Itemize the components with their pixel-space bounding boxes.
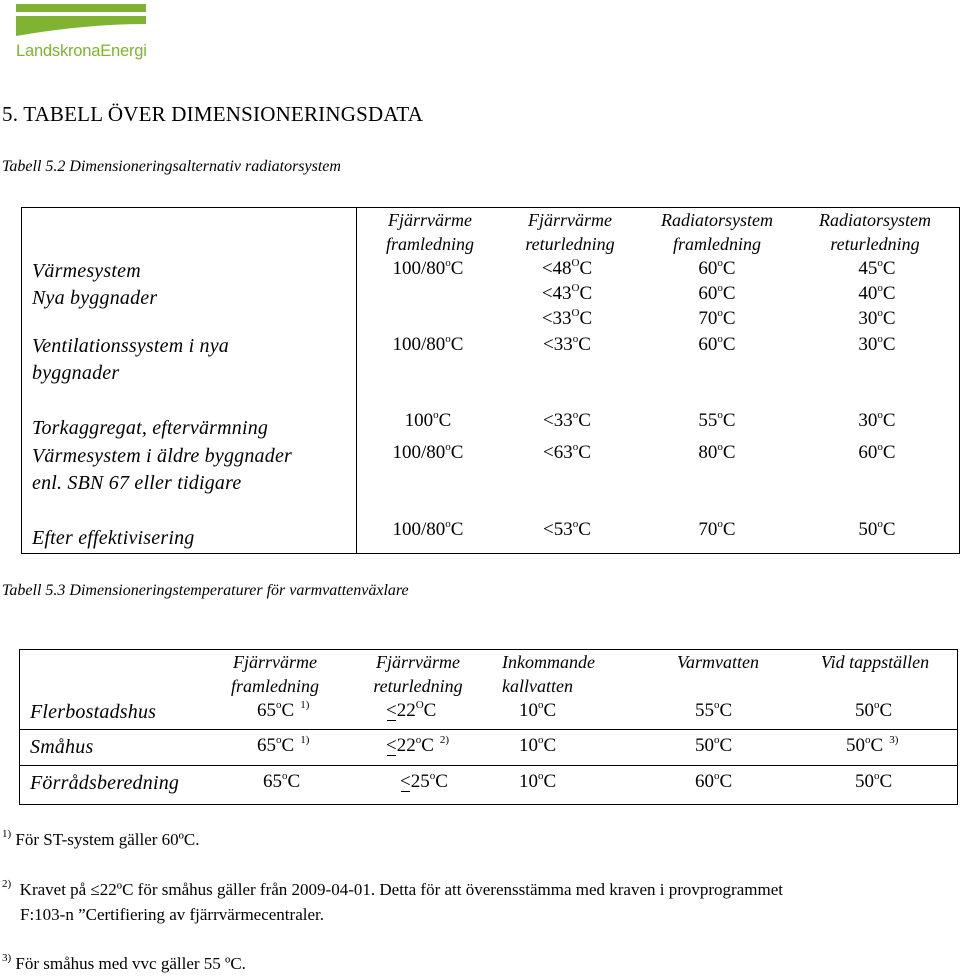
table2-header-4: Varmvatten bbox=[677, 652, 759, 672]
table2-cell: 65$^o$C $^{1)}$ bbox=[257, 733, 310, 756]
table1-cell: 70$^o$C bbox=[698, 517, 736, 540]
table1-cell: 60$^o$C bbox=[698, 281, 736, 304]
table1-cell: 80$^o$C bbox=[698, 440, 736, 463]
footnote-1: $^{1)}$ För ST-system gäller 60ºC. bbox=[2, 828, 200, 849]
table2-header-3: Inkommande kallvatten bbox=[502, 652, 595, 696]
table2-row-label: Flerbostadshus bbox=[30, 701, 157, 723]
table1-header-3: Radiatorsystem framledning bbox=[661, 210, 773, 254]
table1-cell: 50$^o$C bbox=[858, 517, 896, 540]
table2-header-5: Vid tappställen bbox=[820, 652, 930, 672]
table1-cell: $<33^oC$ bbox=[543, 408, 591, 431]
table2-cell: 60$^o$C bbox=[695, 769, 733, 792]
table2-row-divider bbox=[19, 765, 958, 766]
page-title: 5. TABELL ÖVER DIMENSIONERINGSDATA bbox=[2, 102, 424, 126]
table1-cell: 100$^o$C bbox=[404, 408, 452, 431]
table1-row-label: Värmesystem Nya byggnader bbox=[32, 260, 158, 309]
logo-bars-icon bbox=[16, 4, 148, 40]
table1-cell: 60$^o$C bbox=[858, 440, 896, 463]
table1-divider bbox=[356, 207, 357, 553]
table2-cell: $<22^OC$ bbox=[386, 698, 437, 721]
table2-row-divider bbox=[19, 729, 958, 730]
table1-row-label: Värmesystem i äldre byggnader enl. SBN 67 eller tidigare bbox=[32, 445, 293, 494]
table1-header-4: Radiatorsystem returledning bbox=[819, 210, 931, 254]
table2-cell: $<25^oC$ bbox=[400, 769, 448, 792]
table1-cell: 100/80$^o$C bbox=[392, 440, 464, 463]
table1-cell: 100/80$^o$C bbox=[392, 332, 464, 355]
table1-cell: 40$^o$C bbox=[858, 281, 896, 304]
table2-cell: $<22^oC$ $^{2)}$ bbox=[386, 733, 450, 756]
table1-header-2: Fjärrvärme returledning bbox=[525, 210, 615, 254]
table1-caption: Tabell 5.2 Dimensioneringsalternativ radiatorsystem bbox=[2, 158, 341, 175]
company-logo bbox=[16, 4, 156, 66]
table2-cell: 50$^o$C $^{3)}$ bbox=[846, 733, 899, 756]
table1-cell: 45$^o$C bbox=[858, 256, 896, 279]
table1-cell: 100/80$^o$C bbox=[392, 517, 464, 540]
table1-cell: 70$^o$C bbox=[698, 306, 736, 329]
table2-cell: 50$^o$C bbox=[855, 769, 893, 792]
table1-row-label: Ventilationssystem i nya byggnader bbox=[32, 335, 229, 384]
table1-cell: 30$^o$C bbox=[858, 408, 896, 431]
footnote-2-continued: F:103-n ”Certifiering av fjärrvärmecentraler. bbox=[20, 905, 324, 924]
table1-cell: 60$^o$C bbox=[698, 256, 736, 279]
table2-caption: Tabell 5.3 Dimensioneringstemperaturer för varmvattenväxlare bbox=[2, 582, 409, 599]
table2-header-1: Fjärrvärme framledning bbox=[231, 652, 319, 696]
less-equal-icon: < bbox=[386, 700, 397, 721]
table1-cell: 30$^o$C bbox=[858, 332, 896, 355]
table1-cell: 55$^o$C bbox=[698, 408, 736, 431]
table2-row-label: Förrådsberedning bbox=[30, 772, 180, 794]
table1-cell: 30$^o$C bbox=[858, 306, 896, 329]
less-equal-icon: < bbox=[400, 771, 411, 792]
table2-cell: 55$^o$C bbox=[695, 698, 733, 721]
table1-cell: $<43^OC$ bbox=[541, 281, 593, 304]
footnote-3: $^{3)}$ För småhus med vvc gäller 55 ºC. bbox=[2, 952, 246, 973]
table2-cell: 50$^o$C bbox=[855, 698, 893, 721]
table2-cell: 65$^o$C bbox=[263, 769, 301, 792]
table1-header-1: Fjärrvärme framledning bbox=[386, 210, 474, 254]
table1-row-label: Efter effektivisering bbox=[32, 527, 195, 549]
table2-cell: 50$^o$C bbox=[695, 733, 733, 756]
table1-cell: $<33^OC$ bbox=[541, 306, 593, 329]
logo-wordmark: LandskronaEnergi bbox=[16, 42, 147, 60]
table1-cell: 60$^o$C bbox=[698, 332, 736, 355]
table2-cell: 10$^o$C bbox=[519, 733, 557, 756]
table2-cell: 65$^o$C $^{1)}$ bbox=[257, 698, 310, 721]
table1-row-label: Torkaggregat, eftervärmning bbox=[32, 417, 269, 439]
table1-cell: 100/80$^o$C bbox=[392, 256, 464, 279]
footnote-2: $^{2)}$ Kravet på ≤22ºC för småhus gäller från 2009-04-01. Detta för att överensstämma med kraven i provprogrammet bbox=[2, 878, 783, 899]
table1-cell: $<53^oC$ bbox=[543, 517, 591, 540]
table1-cell: $<48^OC$ bbox=[541, 256, 593, 279]
table2-cell: 10$^o$C bbox=[519, 698, 557, 721]
less-equal-icon: < bbox=[386, 735, 397, 756]
table1-cell: $<63^oC$ bbox=[543, 440, 591, 463]
table2-row-label: Småhus bbox=[30, 736, 94, 758]
table2-cell: 10$^o$C bbox=[519, 769, 557, 792]
table1-cell: $<33^oC$ bbox=[543, 332, 591, 355]
table2-header-2: Fjärrvärme returledning bbox=[373, 652, 463, 696]
